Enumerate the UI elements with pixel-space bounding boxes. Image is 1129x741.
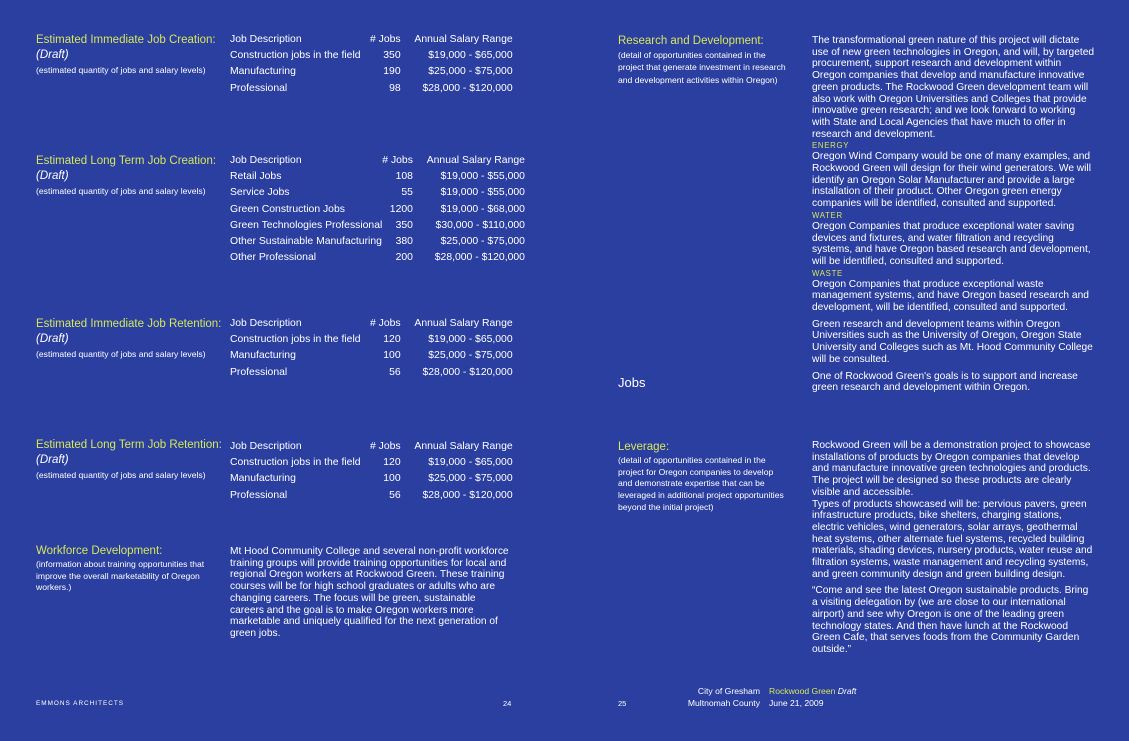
- section-title: Research and Development:: [618, 35, 764, 47]
- table-row: [230, 64, 513, 80]
- cell-jobs: 200: [395, 252, 413, 264]
- cell-description: Retail Jobs: [230, 171, 282, 183]
- section-note: (estimated quantity of jobs and salary levels): [36, 65, 206, 75]
- cell-jobs: 108: [395, 171, 413, 183]
- table-header-row: [230, 32, 513, 48]
- project-line: [769, 686, 856, 698]
- cell-jobs: 380: [395, 236, 413, 248]
- project-name: Rockwood Green: [769, 686, 836, 696]
- table-row: [230, 488, 513, 504]
- paragraph: Oregon Companies that produce exceptional waste management systems, and have Oregon based research and development, will be identified, consulted and supported.: [812, 278, 1089, 314]
- table-row: [230, 48, 513, 64]
- cell-salary: $30,000 - $110,000: [435, 219, 525, 231]
- cell-salary: $19,000 - $55,000: [440, 171, 525, 183]
- section-title: Estimated Long Term Job Retention:: [36, 439, 222, 451]
- cell-jobs: 100: [383, 473, 401, 485]
- header-jobs: # Jobs: [382, 155, 413, 166]
- section-title: Leverage:: [618, 441, 670, 453]
- cell-jobs: 1200: [389, 203, 413, 215]
- cell-jobs: 350: [395, 219, 413, 231]
- leverage-body: [812, 440, 1095, 656]
- cell-jobs: 120: [383, 334, 401, 346]
- section-heading: [36, 154, 226, 198]
- document-date: June 21, 2009: [769, 697, 824, 708]
- section-heading: [36, 317, 226, 361]
- job-table-immediate-creation: [230, 32, 513, 97]
- footer-project: [769, 686, 856, 709]
- cell-description: Construction jobs in the field: [230, 457, 361, 469]
- table-row: [230, 218, 525, 234]
- section-note: (estimated quantity of jobs and salary levels): [36, 470, 206, 480]
- paragraph: Oregon Wind Company would be one of many examples, and Rockwood Green will design for their wind generators. We will identify an Oregon Solar Manufacturer and provide a large installation of their product. Other Oregon green energy companies will be identified, consulted and supported.: [812, 151, 1091, 210]
- section-heading: [36, 33, 226, 77]
- draft-label: (Draft): [36, 170, 69, 182]
- table-row: [230, 234, 525, 250]
- paragraph: The transformational green nature of this project will dictate use of new green technologies in Oregon, and will, by targeted procurement, support research and development within Oregon companies that develop and manufacture innovative green products. The Rockwood Green development team will also work with Oregon Universities and Colleges that provide innovative green research; and we look forward to working with State and Local Agencies that have much to offer in research and development.: [812, 35, 1095, 140]
- table-row: [230, 202, 525, 218]
- table-header-row: [230, 316, 513, 332]
- cell-salary: $25,000 - $75,000: [428, 473, 513, 485]
- header-salary: Annual Salary Range: [426, 155, 525, 166]
- cell-jobs: 120: [383, 457, 401, 469]
- leverage-heading: [618, 440, 788, 514]
- table-row: [230, 455, 513, 471]
- header-jobs: # Jobs: [370, 441, 401, 452]
- section-title: Estimated Long Term Job Creation:: [36, 155, 217, 167]
- cell-description: Construction jobs in the field: [230, 50, 361, 62]
- table-row: [230, 250, 525, 266]
- quote: “Come and see the latest Oregon sustainable products. Bring a visiting delegation by (we are close to our international airport) and see why Oregon is one of the leading green technology states. And then have lunch at the Rockwood Green Cafe, that serves foods from the Community Garden outside.”: [812, 585, 1089, 655]
- workforce-body: [230, 546, 510, 640]
- cell-description: Professional: [230, 82, 288, 94]
- table-header-row: [230, 439, 513, 455]
- cell-description: Manufacturing: [230, 473, 296, 485]
- cell-jobs: 55: [401, 187, 413, 199]
- section-note: (detail of opportunities contained in the project that generate investment in research and development activities within Oregon): [618, 50, 786, 85]
- cell-description: Green Technologies Professional: [230, 219, 383, 231]
- cell-salary: $19,000 - $55,000: [440, 187, 525, 199]
- cell-salary: $19,000 - $65,000: [428, 50, 513, 62]
- cell-description: Professional: [230, 366, 288, 378]
- table-row: [230, 81, 513, 97]
- cell-jobs: 56: [389, 366, 401, 378]
- draft-label: (Draft): [36, 333, 69, 345]
- cell-description: Construction jobs in the field: [230, 334, 361, 346]
- waste-label: WASTE: [812, 268, 843, 278]
- cell-description: Other Professional: [230, 252, 317, 264]
- draft-label: Draft: [837, 686, 857, 696]
- paragraph: Types of products showcased will be: pervious pavers, green infrastructure products, bike shelters, charging stations, electric vehicles, wind generators, solar arrays, geothermal heat systems, other alternate fuel systems, recycled building materials, shading devices, nursery products, water reuse and filtration systems, waste management and recycling systems, and green community design and green building design.: [812, 498, 1093, 580]
- cell-description: Professional: [230, 489, 288, 501]
- paragraph: One of Rockwood Green's goals is to support and increase green research and development within Oregon.: [812, 370, 1078, 394]
- header-jobs: # Jobs: [370, 34, 401, 45]
- cell-jobs: 350: [383, 50, 401, 62]
- cell-salary: $19,000 - $65,000: [428, 334, 513, 346]
- section-note: (information about training opportunities that improve the overall marketability of Oregon workers.): [36, 559, 205, 593]
- draft-label: (Draft): [36, 454, 69, 466]
- cell-salary: $28,000 - $120,000: [422, 82, 513, 94]
- cell-salary: $25,000 - $75,000: [440, 236, 525, 248]
- county-name: Multnomah County: [687, 697, 760, 708]
- page-number: 24: [503, 699, 512, 708]
- header-salary: Annual Salary Range: [414, 318, 513, 329]
- section-note: (estimated quantity of jobs and salary levels): [36, 349, 206, 359]
- table-row: [230, 185, 525, 201]
- cell-jobs: 98: [389, 82, 401, 94]
- firm-name: EMMONS ARCHITECTS: [36, 700, 125, 707]
- cell-jobs: 100: [383, 350, 401, 362]
- header-salary: Annual Salary Range: [414, 441, 513, 452]
- section-title: Estimated Immediate Job Retention:: [36, 318, 222, 330]
- header-description: Job Description: [230, 155, 302, 166]
- table-row: [230, 348, 513, 364]
- job-table-long-term-retention: [230, 439, 513, 504]
- table-row: [230, 169, 525, 185]
- section-note: (estimated quantity of jobs and salary levels): [36, 186, 206, 196]
- section-title: Workforce Development:: [36, 545, 163, 557]
- cell-description: Manufacturing: [230, 350, 296, 362]
- header-description: Job Description: [230, 318, 302, 329]
- cell-salary: $28,000 - $120,000: [422, 489, 513, 501]
- header-jobs: # Jobs: [370, 318, 401, 329]
- table-row: [230, 332, 513, 348]
- footer-location: [660, 686, 760, 709]
- paragraph: Green research and development teams within Oregon Universities such as the University of Oregon, Oregon State University and Colleges such as Mt. Hood Community College will be consulted.: [812, 318, 1093, 365]
- draft-label: (Draft): [36, 49, 69, 61]
- section-title: Estimated Immediate Job Creation:: [36, 34, 216, 46]
- cell-salary: $19,000 - $65,000: [428, 457, 513, 469]
- cell-salary: $25,000 - $75,000: [428, 350, 513, 362]
- cell-salary: $19,000 - $68,000: [440, 203, 525, 215]
- cell-salary: $25,000 - $75,000: [428, 66, 513, 78]
- cell-description: Service Jobs: [230, 187, 290, 199]
- cell-description: Manufacturing: [230, 66, 296, 78]
- header-salary: Annual Salary Range: [414, 34, 513, 45]
- jobs-label: Jobs: [618, 375, 646, 390]
- cell-jobs: 56: [389, 489, 401, 501]
- page-number: 25: [618, 699, 627, 708]
- water-label: WATER: [812, 210, 843, 220]
- cell-description: Other Sustainable Manufacturing: [230, 236, 382, 248]
- section-note: (detail of opportunities contained in the project for Oregon companies to develop and demonstrate expertise that can be leveraged in additional project opportunities beyond the initial project): [618, 455, 784, 512]
- workforce-heading: [36, 544, 206, 594]
- job-table-long-term-creation: [230, 153, 525, 266]
- cell-description: Green Construction Jobs: [230, 203, 345, 215]
- table-header-row: [230, 153, 525, 169]
- table-row: [230, 471, 513, 487]
- city-name: City of Gresham: [697, 686, 760, 696]
- table-row: [230, 365, 513, 381]
- research-body: [812, 35, 1095, 394]
- paragraph: Mt Hood Community College and several non-profit workforce training groups will provide training opportunities for local and regional Oregon workers at Rockwood Green. These training courses will be for high school graduates or adults who are changing careers. The focus will be green, sustainable careers and the goal is to make Oregon workers more marketable and uniquely qualified for the next generation of green jobs.: [230, 546, 509, 639]
- research-heading: [618, 34, 793, 86]
- paragraph: Rockwood Green will be a demonstration project to showcase installations of products by Oregon companies that develop and manufacture innovative green technologies and products. The project will be designed so these products are clearly visible and accessible.: [812, 440, 1091, 498]
- section-heading: [36, 438, 226, 482]
- cell-jobs: 190: [383, 66, 401, 78]
- paragraph: Oregon Companies that produce exceptional water saving devices and fixtures, and water filtration and recycling systems, and have Oregon based research and development, will be identified, consulted and supported.: [812, 220, 1091, 267]
- header-description: Job Description: [230, 441, 302, 452]
- cell-salary: $28,000 - $120,000: [422, 366, 513, 378]
- job-table-immediate-retention: [230, 316, 513, 381]
- cell-salary: $28,000 - $120,000: [434, 252, 525, 264]
- energy-label: ENERGY: [812, 141, 850, 151]
- header-description: Job Description: [230, 34, 302, 45]
